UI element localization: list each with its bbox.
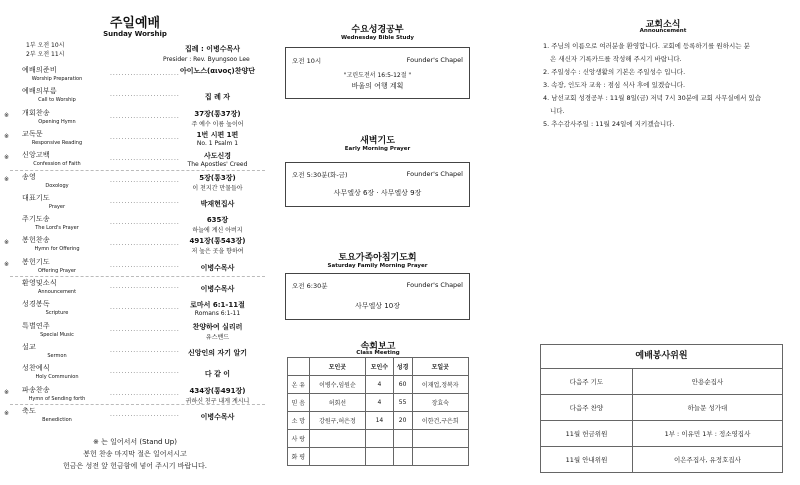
table-row bbox=[541, 395, 783, 421]
table-cell: 55 bbox=[393, 394, 412, 412]
table-row bbox=[541, 369, 783, 395]
order-row bbox=[10, 64, 265, 86]
order-item-ko: 대표기도 bbox=[22, 193, 50, 202]
order-item-en: Hymn for Offering bbox=[34, 246, 80, 253]
table-row bbox=[541, 447, 783, 473]
order-item-en: Sermon bbox=[47, 352, 67, 359]
leader-dots: ........................ bbox=[110, 368, 180, 376]
order-item-ko: 축도 bbox=[22, 406, 36, 415]
duty-person: 이은주집사, 유정호집사 bbox=[632, 447, 782, 473]
table-cell: 이한건,구은희 bbox=[412, 412, 468, 430]
leader-dots: ........................ bbox=[110, 155, 180, 163]
table-cell bbox=[309, 448, 365, 466]
table-header-cell: 모인수 bbox=[366, 358, 394, 376]
order-item-en: The Lord's Prayer bbox=[35, 225, 79, 232]
worship-subtitle: Sunday Worship bbox=[103, 30, 167, 38]
dawn-prayer-box bbox=[285, 162, 470, 207]
stand-mark: ※ bbox=[4, 409, 10, 417]
stand-mark: ※ bbox=[4, 175, 10, 183]
table-cell bbox=[412, 448, 468, 466]
table-row bbox=[541, 421, 783, 447]
leader-dots: ........................ bbox=[110, 283, 180, 290]
leader-dots: ........................ bbox=[110, 410, 180, 418]
order-item-detail: 이 천지간 만물들아 bbox=[192, 184, 243, 192]
order-item-en: Opening Hymn bbox=[38, 118, 76, 125]
leader-dots: ........................ bbox=[110, 389, 180, 397]
class-meeting-subtitle: Class Meeting bbox=[356, 350, 400, 356]
saturday-prayer-subtitle: Saturday Family Morning Prayer bbox=[327, 263, 428, 269]
duty-person: 1부 : 이유민 1부 : 정소영집사 bbox=[632, 421, 782, 447]
order-item-value: 이병수목사 bbox=[200, 412, 235, 421]
table-cell bbox=[366, 448, 394, 466]
order-item-en: Doxology bbox=[45, 182, 69, 189]
order-item-ko: 신앙고백 bbox=[22, 151, 50, 160]
leader-dots: ........................ bbox=[110, 176, 180, 184]
announcement-item: 은 새신자 기록카드를 작성해 주시기 바랍니다. bbox=[550, 55, 682, 63]
service-time-1: 1부 오전 10시 bbox=[26, 42, 65, 49]
table-cell: 강원구,허은정 bbox=[309, 412, 365, 430]
dawn-prayer-content: 사무엘상 6장 · 사무엘상 9장 bbox=[333, 189, 422, 197]
table-header-cell: 성경 bbox=[393, 358, 412, 376]
table-cell bbox=[366, 430, 394, 448]
leader-dots: ........................ bbox=[110, 112, 180, 120]
table-cell: 허회선 bbox=[309, 394, 365, 412]
order-row bbox=[10, 362, 265, 384]
leader-dots: ........................ bbox=[110, 197, 180, 205]
order-item-ko: 봉헌찬송 bbox=[22, 236, 50, 245]
order-item-ko: 봉헌기도 bbox=[22, 257, 50, 266]
order-row bbox=[4, 149, 265, 171]
order-item-ko: 파송찬송 bbox=[22, 385, 50, 394]
order-row bbox=[4, 128, 265, 150]
order-item-detail: 주 예수 이름 높이어 bbox=[191, 120, 244, 128]
table-header-row bbox=[288, 358, 469, 376]
table-row bbox=[288, 430, 469, 448]
bible-study-passage: "고린도전서 16:5-12절 " bbox=[343, 72, 412, 79]
order-item-en: Special Music bbox=[40, 331, 74, 338]
order-item-detail: No. 1 Psalm 1 bbox=[196, 139, 239, 147]
order-item-ko: 설교 bbox=[22, 342, 36, 351]
saturday-prayer-content: 사무엘상 10장 bbox=[355, 302, 400, 310]
table-cell bbox=[309, 430, 365, 448]
table-cell: 믿 음 bbox=[288, 394, 310, 412]
announcement-item: 2. 주일성수 : 신앙생활의 기본은 주일성수 입니다. bbox=[543, 68, 686, 76]
dawn-prayer-time: 오전 5:30분(화-금) bbox=[292, 171, 348, 179]
order-item-en: Scripture bbox=[45, 310, 69, 317]
bible-study-box bbox=[285, 47, 470, 99]
saturday-prayer-place: Founder's Chapel bbox=[406, 281, 463, 289]
table-cell: 온 유 bbox=[288, 376, 310, 394]
announcement-item: 1. 주님의 이름으로 여러분을 환영합니다. 교회에 등록하기를 원하시는 분 bbox=[543, 42, 750, 50]
order-item-detail: The Apostles' Creed bbox=[187, 161, 248, 169]
order-item-value: 5장(통3장) bbox=[199, 173, 236, 182]
class-meeting-table bbox=[287, 357, 469, 466]
duty-role: 11월 헌금위원 bbox=[541, 421, 633, 447]
bible-study-time: 오전 10시 bbox=[292, 57, 322, 65]
order-row bbox=[10, 341, 265, 363]
order-row bbox=[4, 405, 265, 427]
table-row bbox=[288, 412, 469, 430]
order-item-value: 집 례 자 bbox=[204, 93, 231, 102]
announcement-list bbox=[543, 40, 783, 131]
table-cell: 소 망 bbox=[288, 412, 310, 430]
order-item-value: 다 같 이 bbox=[204, 370, 231, 379]
announcement-item: 5. 추수감사주일 : 11월 24일에 지키겠습니다. bbox=[543, 120, 675, 128]
leader-dots: ........................ bbox=[110, 219, 180, 227]
table-cell: 이병수,임원순 bbox=[309, 376, 365, 394]
leader-dots: ........................ bbox=[110, 261, 180, 269]
stand-mark: ※ bbox=[4, 388, 10, 396]
order-item-ko: 주기도송 bbox=[22, 215, 50, 224]
saturday-prayer-title: 토요가족아침기도회 bbox=[338, 253, 417, 263]
order-item-detail: Romans 6:1-11 bbox=[194, 310, 241, 318]
announcement-item: 니다. bbox=[550, 107, 565, 115]
table-row bbox=[288, 448, 469, 466]
leader-dots: ........................ bbox=[110, 133, 180, 141]
stand-mark: ※ bbox=[4, 154, 10, 162]
leader-dots: ........................ bbox=[110, 304, 180, 312]
bible-study-subtitle: Wednesday Bible Study bbox=[340, 35, 414, 41]
order-row bbox=[10, 298, 265, 320]
order-item-value: 434장(통491장) bbox=[189, 386, 246, 395]
order-item-en: Announcement bbox=[37, 289, 77, 295]
offering-note-1: 봉헌 찬송 마지막 절은 일어서시고 bbox=[83, 450, 187, 458]
order-item-ko: 예배의준비 bbox=[22, 66, 57, 74]
order-item-ko: 성경봉독 bbox=[22, 300, 50, 309]
leader-dots: ........................ bbox=[110, 91, 180, 99]
order-item-en: Confession of Faith bbox=[33, 161, 81, 168]
order-item-value: 찬양하여 실리러 bbox=[192, 322, 243, 331]
stand-mark: ※ bbox=[4, 260, 10, 268]
dawn-prayer-subtitle: Early Morning Prayer bbox=[344, 146, 411, 152]
order-item-en: Hymn of Sending forth bbox=[28, 395, 86, 402]
table-cell: 화 평 bbox=[288, 448, 310, 466]
duty-role: 다음주 기도 bbox=[541, 369, 633, 395]
order-item-detail: 유스밴드 bbox=[205, 333, 230, 341]
table-header-cell: 모일곳 bbox=[412, 358, 468, 376]
order-row bbox=[4, 107, 265, 129]
table-cell: 14 bbox=[366, 412, 394, 430]
table-header-cell bbox=[288, 358, 310, 376]
stand-mark: ※ bbox=[4, 239, 10, 247]
announcement-item: 3. 속장, 인도자 교육 : 점심 식사 후에 있겠습니다. bbox=[543, 81, 686, 89]
table-cell: 장효숙 bbox=[412, 394, 468, 412]
worship-title: 주일예배 bbox=[109, 16, 161, 31]
stand-mark: ※ bbox=[4, 132, 10, 140]
table-row bbox=[288, 376, 469, 394]
order-item-value: 사도신경 bbox=[203, 152, 232, 161]
leader-dots: ........................ bbox=[110, 346, 180, 354]
leader-dots: ........................ bbox=[110, 325, 180, 333]
offering-note-2: 헌금은 성전 앞 헌금함에 넣어 주시기 바랍니다. bbox=[62, 462, 208, 470]
dawn-prayer-place: Founder's Chapel bbox=[406, 170, 463, 178]
order-item-value: 1번 시편 1편 bbox=[196, 130, 239, 139]
order-item-value: 635장 bbox=[206, 216, 229, 225]
table-cell: 4 bbox=[366, 376, 394, 394]
table-cell: 60 bbox=[393, 376, 412, 394]
announcement-title: 교회소식 bbox=[645, 20, 681, 30]
order-row bbox=[10, 213, 265, 235]
order-item-detail: 하늘에 계신 아버지 bbox=[192, 227, 243, 235]
bible-study-topic: 바울의 여행 계획 bbox=[351, 82, 404, 90]
leader-dots: ........................ bbox=[110, 240, 180, 248]
order-item-ko: 성찬예식 bbox=[22, 364, 50, 373]
order-item-ko: 환영및소식 bbox=[22, 279, 57, 287]
order-row bbox=[10, 277, 265, 299]
saturday-prayer-box bbox=[285, 273, 470, 320]
order-item-value: 로마서 6:1-11절 bbox=[190, 301, 245, 310]
table-cell bbox=[393, 448, 412, 466]
announcement-item: 4. 남선교회 성경공부 : 11월 8일(금) 저녁 7시 30분에 교회 사무실에서 있습 bbox=[543, 94, 761, 102]
bible-study-place: Founder's Chapel bbox=[406, 56, 463, 64]
announcement-subtitle: Announcement bbox=[639, 28, 687, 34]
order-item-en: Prayer bbox=[48, 203, 66, 210]
order-item-value: 신앙인의 자기 알기 bbox=[188, 348, 247, 357]
order-item-en: Benediction bbox=[42, 416, 72, 423]
table-header-cell: 모인곳 bbox=[309, 358, 365, 376]
order-item-value: 아이노스(αινος)찬양단 bbox=[180, 67, 255, 75]
duty-table bbox=[540, 368, 783, 473]
class-meeting-title: 속회보고 bbox=[360, 342, 396, 352]
order-item-en: Call to Worship bbox=[38, 97, 76, 104]
order-item-value: 박재현집사 bbox=[200, 199, 235, 208]
order-row bbox=[10, 85, 265, 107]
order-item-value: 이병수목사 bbox=[200, 263, 235, 272]
order-row bbox=[4, 256, 265, 278]
order-item-value: 491장(통543장) bbox=[189, 237, 246, 246]
dawn-prayer-title: 새벽기도 bbox=[360, 136, 395, 146]
stand-mark: ※ bbox=[4, 111, 10, 119]
saturday-prayer-time: 오전 6:30분 bbox=[292, 282, 328, 290]
order-item-value: 37장(통37장) bbox=[194, 109, 241, 118]
order-item-detail: 귀하신 친구 내게 계시니 bbox=[185, 397, 250, 405]
order-row bbox=[4, 171, 265, 193]
table-cell: 사 랑 bbox=[288, 430, 310, 448]
order-item-en: Responsive Reading bbox=[31, 139, 83, 146]
service-time-2: 2부 오전 11시 bbox=[26, 51, 65, 58]
table-cell: 이재업,정복자 bbox=[412, 376, 468, 394]
order-item-detail: 저 높은 곳을 향하여 bbox=[191, 248, 244, 256]
duty-person: 안용순집사 bbox=[632, 369, 782, 395]
order-row bbox=[4, 234, 265, 256]
order-item-ko: 교독문 bbox=[22, 129, 43, 138]
order-item-ko: 송영 bbox=[22, 172, 36, 181]
order-item-value: 이병수목사 bbox=[200, 285, 235, 293]
stand-note: ※ 는 일어서서 (Stand Up) bbox=[93, 438, 177, 446]
order-item-ko: 예배의부름 bbox=[22, 87, 57, 96]
order-item-ko: 특별연주 bbox=[22, 321, 50, 330]
order-item-en: Offering Prayer bbox=[38, 267, 76, 274]
duty-role: 11월 안내위원 bbox=[541, 447, 633, 473]
order-row bbox=[10, 192, 265, 214]
duty-role: 다음주 찬양 bbox=[541, 395, 633, 421]
order-item-ko: 개회찬송 bbox=[22, 108, 50, 117]
order-row bbox=[10, 320, 265, 342]
table-cell: 20 bbox=[393, 412, 412, 430]
order-row bbox=[4, 384, 265, 406]
duty-person: 하늘문 성가대 bbox=[632, 395, 782, 421]
order-item-en: Holy Communion bbox=[35, 374, 79, 381]
table-cell bbox=[412, 430, 468, 448]
presider-en: Presider : Rev. Byungsoo Lee bbox=[163, 56, 250, 63]
table-cell: 4 bbox=[366, 394, 394, 412]
table-cell bbox=[393, 430, 412, 448]
presider-ko: 집례 : 이병수목사 bbox=[185, 45, 241, 53]
duty-title: 예배봉사위원 bbox=[540, 344, 783, 369]
bible-study-title: 수요성경공부 bbox=[351, 25, 404, 35]
order-item-en: Worship Preparation bbox=[31, 76, 83, 82]
table-row bbox=[288, 394, 469, 412]
leader-dots: ........................ bbox=[110, 70, 180, 77]
